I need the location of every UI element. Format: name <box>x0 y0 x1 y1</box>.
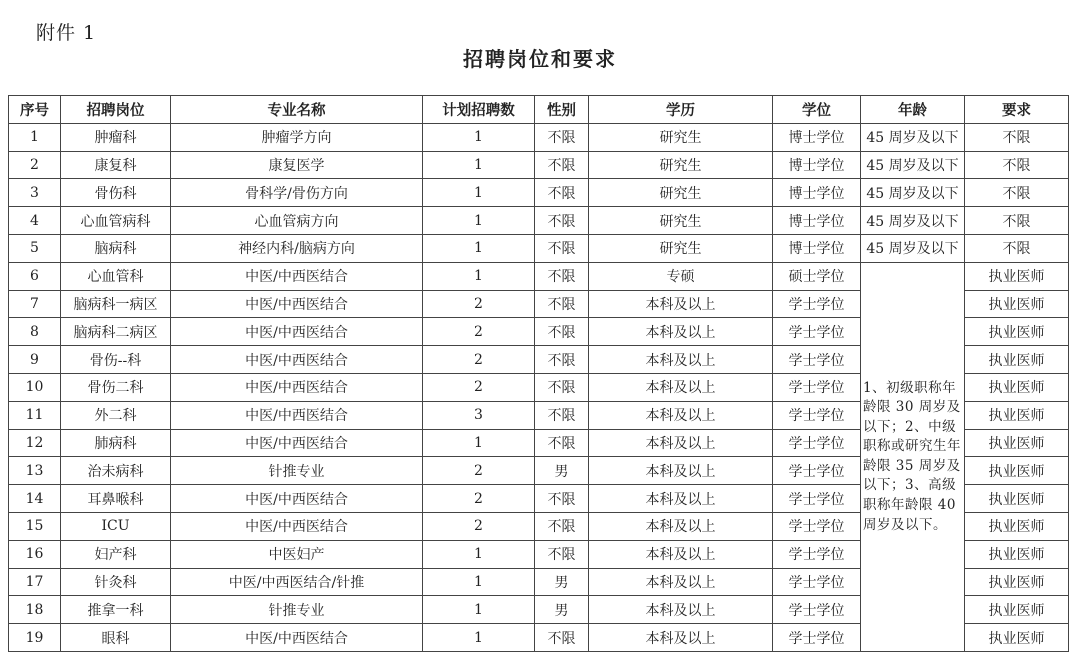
cell-gender: 不限 <box>535 624 589 652</box>
cell-requirement: 执业医师 <box>965 596 1069 624</box>
table-body <box>9 123 1069 651</box>
cell-age: 45 周岁及以下 <box>861 151 965 179</box>
cell-degree: 博士学位 <box>773 123 861 151</box>
cell-degree: 学士学位 <box>773 401 861 429</box>
cell-major: 中医/中西医结合 <box>171 401 423 429</box>
cell-count: 1 <box>423 568 535 596</box>
cell-education: 研究生 <box>589 234 773 262</box>
cell-requirement: 执业医师 <box>965 401 1069 429</box>
table-row <box>9 179 1069 207</box>
cell-gender: 不限 <box>535 512 589 540</box>
cell-count: 1 <box>423 624 535 652</box>
cell-major: 康复医学 <box>171 151 423 179</box>
cell-degree: 学士学位 <box>773 624 861 652</box>
cell-requirement: 不限 <box>965 179 1069 207</box>
column-header-gender: 性别 <box>535 96 589 124</box>
column-header-post: 招聘岗位 <box>61 96 171 124</box>
cell-degree: 学士学位 <box>773 429 861 457</box>
table-row <box>9 207 1069 235</box>
cell-education: 研究生 <box>589 123 773 151</box>
cell-count: 1 <box>423 234 535 262</box>
cell-degree: 学士学位 <box>773 290 861 318</box>
cell-gender: 不限 <box>535 401 589 429</box>
cell-post: 肿瘤科 <box>61 123 171 151</box>
cell-no: 11 <box>9 401 61 429</box>
cell-gender: 男 <box>535 596 589 624</box>
cell-count: 2 <box>423 512 535 540</box>
cell-education: 本科及以上 <box>589 318 773 346</box>
cell-major: 中医/中西医结合 <box>171 373 423 401</box>
cell-no: 17 <box>9 568 61 596</box>
table-row <box>9 234 1069 262</box>
cell-requirement: 执业医师 <box>965 624 1069 652</box>
cell-no: 18 <box>9 596 61 624</box>
cell-gender: 不限 <box>535 151 589 179</box>
cell-degree: 博士学位 <box>773 151 861 179</box>
cell-gender: 不限 <box>535 346 589 374</box>
cell-count: 2 <box>423 485 535 513</box>
cell-education: 本科及以上 <box>589 568 773 596</box>
cell-gender: 男 <box>535 457 589 485</box>
recruitment-table <box>8 95 1069 652</box>
cell-education: 本科及以上 <box>589 596 773 624</box>
cell-age: 45 周岁及以下 <box>861 123 965 151</box>
cell-count: 1 <box>423 540 535 568</box>
cell-requirement: 执业医师 <box>965 290 1069 318</box>
table-row <box>9 151 1069 179</box>
cell-post: 康复科 <box>61 151 171 179</box>
cell-major: 针推专业 <box>171 457 423 485</box>
cell-degree: 学士学位 <box>773 596 861 624</box>
cell-education: 本科及以上 <box>589 512 773 540</box>
cell-gender: 不限 <box>535 318 589 346</box>
cell-no: 12 <box>9 429 61 457</box>
cell-requirement: 执业医师 <box>965 512 1069 540</box>
cell-degree: 学士学位 <box>773 346 861 374</box>
cell-degree: 学士学位 <box>773 318 861 346</box>
cell-requirement: 执业医师 <box>965 485 1069 513</box>
cell-requirement: 执业医师 <box>965 568 1069 596</box>
cell-major: 中医/中西医结合/针推 <box>171 568 423 596</box>
cell-major: 骨科学/骨伤方向 <box>171 179 423 207</box>
cell-count: 1 <box>423 207 535 235</box>
cell-education: 研究生 <box>589 151 773 179</box>
cell-education: 本科及以上 <box>589 290 773 318</box>
cell-major: 中医/中西医结合 <box>171 290 423 318</box>
cell-count: 1 <box>423 179 535 207</box>
cell-post: 心血管病科 <box>61 207 171 235</box>
cell-gender: 不限 <box>535 373 589 401</box>
cell-post: 骨伤--科 <box>61 346 171 374</box>
cell-gender: 不限 <box>535 179 589 207</box>
column-header-count: 计划招聘数 <box>423 96 535 124</box>
cell-no: 19 <box>9 624 61 652</box>
cell-major: 中医/中西医结合 <box>171 346 423 374</box>
cell-no: 15 <box>9 512 61 540</box>
table-row <box>9 123 1069 151</box>
cell-count: 2 <box>423 346 535 374</box>
cell-count: 2 <box>423 373 535 401</box>
cell-post: 脑病科 <box>61 234 171 262</box>
cell-post: 治未病科 <box>61 457 171 485</box>
cell-count: 1 <box>423 123 535 151</box>
cell-major: 肿瘤学方向 <box>171 123 423 151</box>
cell-degree: 学士学位 <box>773 485 861 513</box>
cell-requirement: 不限 <box>965 123 1069 151</box>
cell-count: 2 <box>423 290 535 318</box>
cell-age: 45 周岁及以下 <box>861 179 965 207</box>
cell-requirement: 执业医师 <box>965 457 1069 485</box>
cell-no: 5 <box>9 234 61 262</box>
cell-degree: 博士学位 <box>773 179 861 207</box>
cell-gender: 不限 <box>535 262 589 290</box>
cell-major: 中医/中西医结合 <box>171 485 423 513</box>
cell-post: 脑病科一病区 <box>61 290 171 318</box>
cell-degree: 学士学位 <box>773 373 861 401</box>
cell-gender: 不限 <box>535 234 589 262</box>
cell-requirement: 不限 <box>965 234 1069 262</box>
cell-no: 13 <box>9 457 61 485</box>
cell-no: 9 <box>9 346 61 374</box>
cell-requirement: 执业医师 <box>965 373 1069 401</box>
cell-count: 1 <box>423 596 535 624</box>
cell-no: 8 <box>9 318 61 346</box>
cell-major: 中医/中西医结合 <box>171 624 423 652</box>
cell-education: 本科及以上 <box>589 401 773 429</box>
cell-post: 骨伤科 <box>61 179 171 207</box>
cell-major: 心血管病方向 <box>171 207 423 235</box>
cell-count: 1 <box>423 262 535 290</box>
cell-education: 本科及以上 <box>589 457 773 485</box>
cell-post: 推拿一科 <box>61 596 171 624</box>
cell-gender: 男 <box>535 568 589 596</box>
page-title: 招聘岗位和要求 <box>463 47 617 71</box>
cell-degree: 硕士学位 <box>773 262 861 290</box>
cell-major: 针推专业 <box>171 596 423 624</box>
cell-age: 45 周岁及以下 <box>861 234 965 262</box>
cell-major: 神经内科/脑病方向 <box>171 234 423 262</box>
cell-no: 3 <box>9 179 61 207</box>
cell-post: 骨伤二科 <box>61 373 171 401</box>
cell-count: 2 <box>423 318 535 346</box>
cell-requirement: 执业医师 <box>965 262 1069 290</box>
cell-gender: 不限 <box>535 290 589 318</box>
cell-post: 外二科 <box>61 401 171 429</box>
cell-requirement: 执业医师 <box>965 429 1069 457</box>
cell-post: 耳鼻喉科 <box>61 485 171 513</box>
cell-no: 10 <box>9 373 61 401</box>
cell-degree: 博士学位 <box>773 207 861 235</box>
cell-no: 14 <box>9 485 61 513</box>
column-header-major: 专业名称 <box>171 96 423 124</box>
column-header-education: 学历 <box>589 96 773 124</box>
cell-major: 中医/中西医结合 <box>171 262 423 290</box>
cell-education: 本科及以上 <box>589 429 773 457</box>
cell-gender: 不限 <box>535 123 589 151</box>
column-header-age: 年龄 <box>861 96 965 124</box>
attachment-label: 附件 1 <box>36 22 97 44</box>
cell-count: 2 <box>423 457 535 485</box>
cell-count: 1 <box>423 151 535 179</box>
cell-gender: 不限 <box>535 429 589 457</box>
cell-no: 6 <box>9 262 61 290</box>
cell-degree: 学士学位 <box>773 540 861 568</box>
cell-post: 心血管科 <box>61 262 171 290</box>
cell-no: 7 <box>9 290 61 318</box>
cell-major: 中医妇产 <box>171 540 423 568</box>
cell-requirement: 执业医师 <box>965 540 1069 568</box>
cell-education: 本科及以上 <box>589 485 773 513</box>
column-header-no: 序号 <box>9 96 61 124</box>
cell-degree: 学士学位 <box>773 568 861 596</box>
cell-major: 中医/中西医结合 <box>171 512 423 540</box>
cell-post: ICU <box>61 512 171 540</box>
cell-major: 中医/中西医结合 <box>171 429 423 457</box>
cell-requirement: 不限 <box>965 207 1069 235</box>
cell-requirement: 执业医师 <box>965 346 1069 374</box>
cell-requirement: 执业医师 <box>965 318 1069 346</box>
column-header-requirement: 要求 <box>965 96 1069 124</box>
cell-education: 专硕 <box>589 262 773 290</box>
table-row <box>9 262 1069 290</box>
cell-education: 本科及以上 <box>589 540 773 568</box>
cell-no: 1 <box>9 123 61 151</box>
cell-education: 本科及以上 <box>589 346 773 374</box>
cell-degree: 学士学位 <box>773 512 861 540</box>
cell-post: 妇产科 <box>61 540 171 568</box>
cell-no: 2 <box>9 151 61 179</box>
cell-gender: 不限 <box>535 485 589 513</box>
cell-requirement: 不限 <box>965 151 1069 179</box>
cell-no: 16 <box>9 540 61 568</box>
cell-post: 脑病科二病区 <box>61 318 171 346</box>
cell-major: 中医/中西医结合 <box>171 318 423 346</box>
cell-education: 本科及以上 <box>589 373 773 401</box>
cell-count: 1 <box>423 429 535 457</box>
cell-age: 45 周岁及以下 <box>861 207 965 235</box>
cell-no: 4 <box>9 207 61 235</box>
table-header-row <box>9 96 1069 124</box>
cell-gender: 不限 <box>535 540 589 568</box>
cell-post: 眼科 <box>61 624 171 652</box>
cell-degree: 博士学位 <box>773 234 861 262</box>
cell-post: 针灸科 <box>61 568 171 596</box>
age-note-cell: 1、初级职称年龄限 30 周岁及以下；2、中级职称或研究生年龄限 35 周岁及以下；3、高级职称年龄限 40 周岁及以下。 <box>861 262 965 651</box>
cell-education: 研究生 <box>589 207 773 235</box>
cell-education: 研究生 <box>589 179 773 207</box>
cell-count: 3 <box>423 401 535 429</box>
cell-post: 肺病科 <box>61 429 171 457</box>
cell-education: 本科及以上 <box>589 624 773 652</box>
cell-degree: 学士学位 <box>773 457 861 485</box>
column-header-degree: 学位 <box>773 96 861 124</box>
cell-gender: 不限 <box>535 207 589 235</box>
